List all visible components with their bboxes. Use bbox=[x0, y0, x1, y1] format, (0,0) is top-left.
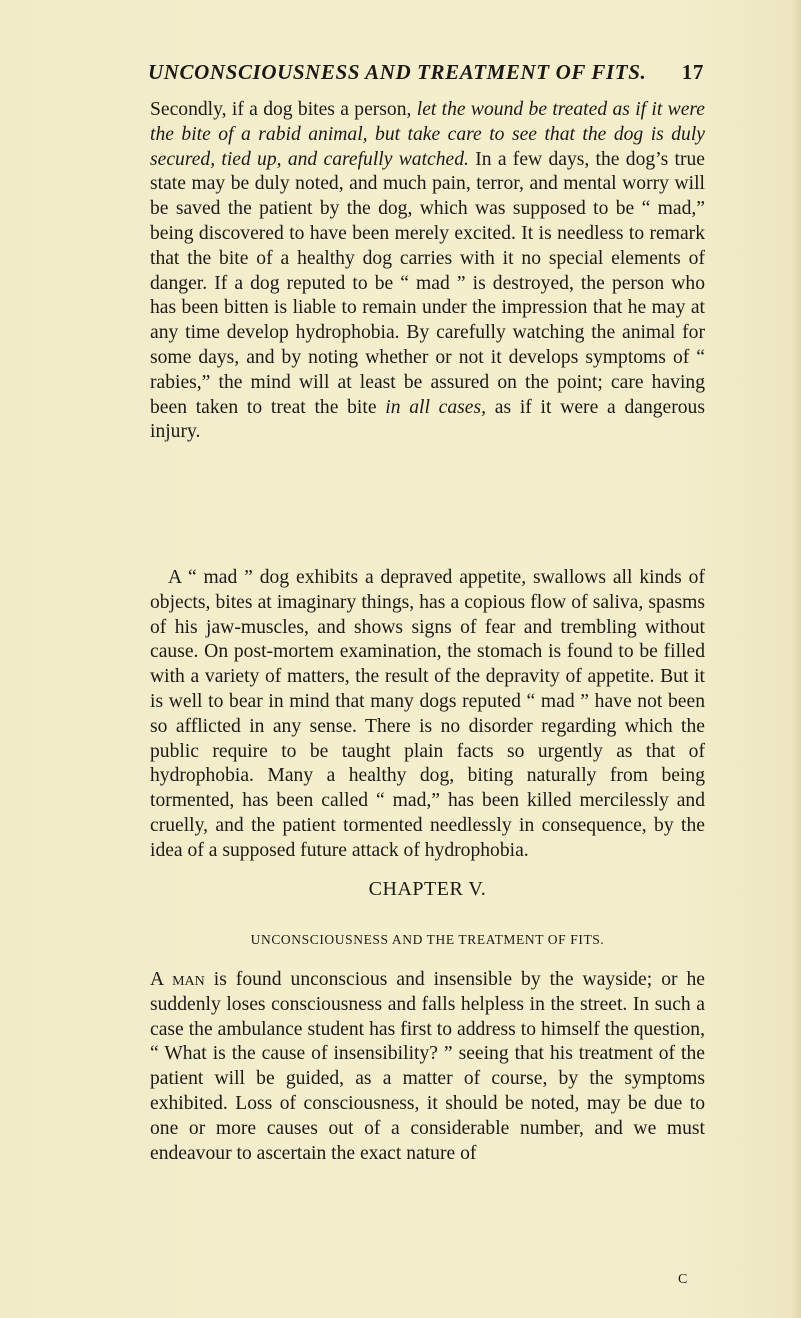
chapter-title: CHAPTER V. bbox=[368, 878, 487, 900]
para1-italic-instruction: let the wound be treated as if it were the bite of a rabid animal, but take care to see that the dog is duly secured, tied up, and carefully watched. bbox=[150, 99, 705, 170]
paragraph-mad-dog-text: A “ mad ” dog exhibits a depraved appetite, swallows all kinds of objects, bites at imaginary things, has a copious flow of saliva, spasms of his jaw-muscles, and shows signs of fear and trembling without cause. On post-mortem examination, the stomach is found to be filled with a variety of matters, the result of the depravity of appetite. But it is well to bear in mind that many dogs reputed “ mad ” have not been so afflicted in any sense. There is no disorder regarding which the public require to be taught plain facts so urgently as that of hydrophobia. Many a healthy dog, biting naturally from being tormented, has been called “ mad,” has been killed mercilessly and cruelly, and the patient tormented needlessly in consequence, by the idea of a supposed future attack of hydrophobia. bbox=[150, 567, 705, 861]
running-head bbox=[148, 60, 704, 94]
paragraph-dog-bite bbox=[150, 98, 705, 445]
para3-smallcaps-word: man bbox=[172, 969, 205, 990]
paragraph-mad-dog bbox=[150, 566, 705, 864]
page-number: 17 bbox=[681, 60, 704, 84]
para3-lead: A bbox=[150, 969, 173, 990]
page-edge-shadow bbox=[791, 0, 801, 1318]
paragraph-unconscious-man bbox=[150, 968, 705, 1166]
running-title: UNCONSCIOUSNESS AND TREATMENT OF FITS. bbox=[148, 60, 647, 84]
para1-lead: Secondly, if a dog bites a person, bbox=[150, 99, 417, 120]
paragraph-dog-bite-text bbox=[150, 98, 705, 445]
signature-mark: C bbox=[678, 1272, 688, 1287]
para3-body: is found unconscious and insensible by the wayside; or he suddenly loses consciousness and falls helpless in the street. In such a case the ambulance student has first to address to himself the question, “ What is the cause of insensibility? ” seeing that his treatment of the patient will be guided, as a matter of course, by the symptoms exhibited. Loss of consciousness, it should be noted, may be due to one or more causes out of a considerable number, and we must endeavour to ascertain the exact nature of bbox=[150, 969, 706, 1164]
para1-rest-a: In a few days, the dog’s true state may be duly noted, and much pain, terror, and mental worry will be saved the patient by the dog, which was supposed to be “ mad,” being discovered to have been merely excited. It is needless to remark that the bite of a healthy dog carries with it no special elements of danger. If a dog reputed to be “ mad ” is destroyed, the person who has been bitten is liable to remain under the impression that he may at any time develop hydrophobia. By carefully watching the animal for some days, and by noting whether or not it develops symptoms of “ rabies,” the mind will at least be assured on the point; care having been taken to treat the bite bbox=[150, 148, 705, 418]
paragraph-unconscious-man-text bbox=[150, 968, 705, 1166]
chapter-subtitle: UNCONSCIOUSNESS AND THE TREATMENT OF FITS. bbox=[250, 932, 605, 947]
para1-rest-b: as if it were a dangerous injury. bbox=[150, 396, 705, 443]
para1-italic-all-cases: in all cases, bbox=[385, 396, 487, 418]
